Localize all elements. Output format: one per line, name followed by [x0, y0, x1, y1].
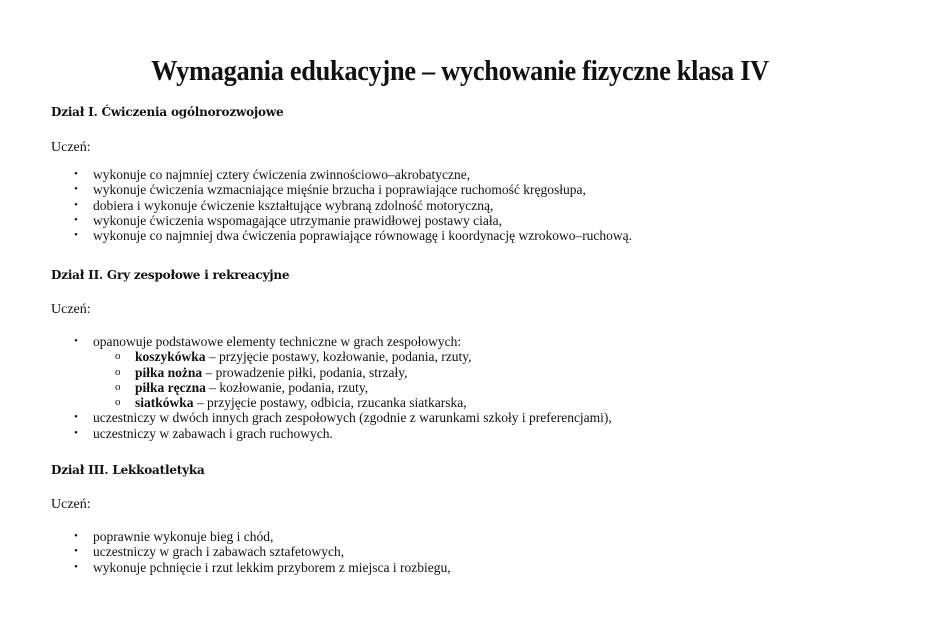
- list-item: • poprawnie wykonuje bieg i chód,: [74, 529, 274, 544]
- bullet-icon: •: [74, 335, 78, 347]
- list-item: • wykonuje ćwiczenia wspomagające utrzymanie prawidłowej postawy ciała,: [74, 212, 502, 228]
- bullet-icon: •: [74, 213, 78, 226]
- list-item: • wykonuje pchnięcie i rzut lekkim przyborem z miejsca i rozbiegu,: [74, 559, 451, 575]
- sub-list-item: o koszykówka – przyjęcie postawy, kozłowanie, podania, rzuty,: [115, 349, 472, 365]
- list-item: • wykonuje co najmniej dwa ćwiczenia poprawiające równowagę i koordynację wzrokowo–ruchową.: [74, 228, 633, 244]
- list-item: • uczestniczy w grach i zabawach sztafetowych,: [74, 544, 345, 560]
- section-intro-2: Uczeń:: [51, 302, 91, 317]
- sub-list-item: o piłka ręczna – kozłowanie, podania, rzuty,: [115, 379, 369, 395]
- section-heading-3: Dział III. Lekkoatletyka: [51, 463, 205, 477]
- section-heading-1: Dział I. Ćwiczenia ogólnorozwojowe: [51, 105, 284, 119]
- bullet-icon: •: [74, 426, 78, 439]
- section-heading-2: Dział II. Gry zespołowe i rekreacyjne: [51, 268, 290, 282]
- circle-bullet-icon: o: [115, 350, 121, 363]
- document-title: Wymagania edukacyjne – wychowanie fizyczne klasa IV: [151, 56, 769, 87]
- circle-bullet-icon: o: [115, 365, 121, 378]
- bullet-icon: •: [74, 168, 78, 180]
- section-intro-3: Uczeń:: [51, 497, 91, 512]
- section-list-3: [0, 529, 451, 575]
- list-item: • opanowuje podstawowe elementy techniczne w grach zespołowych:: [74, 334, 462, 349]
- section-list-2: [0, 334, 612, 441]
- circle-bullet-icon: o: [115, 380, 121, 393]
- list-item: • wykonuje co najmniej cztery ćwiczenia zwinnościowo–akrobatyczne,: [74, 167, 471, 182]
- sub-list-item: o siatkówka – przyjęcie postawy, odbicia, rzucanka siatkarska,: [115, 395, 467, 411]
- bullet-icon: •: [74, 560, 78, 573]
- bullet-icon: •: [74, 229, 78, 242]
- section-list-1: [0, 167, 632, 243]
- list-item: • uczestniczy w dwóch innych grach zespołowych (zgodnie z warunkami szkoły i preferencjami),: [74, 410, 612, 426]
- list-item: • dobiera i wykonuje ćwiczenie kształtujące wybraną zdolność motoryczną,: [74, 197, 494, 213]
- bullet-icon: •: [74, 183, 78, 196]
- list-item: • uczestniczy w zabawach i grach ruchowych.: [74, 425, 333, 441]
- sub-list-item: o piłka nożna – prowadzenie piłki, podania, strzały,: [115, 364, 408, 380]
- bullet-icon: •: [74, 545, 78, 558]
- section-intro-1: Uczeń:: [51, 140, 91, 155]
- bullet-icon: •: [74, 411, 78, 424]
- list-item: • wykonuje ćwiczenia wzmacniające mięśnie brzucha i poprawiające ruchomość kręgosłupa,: [74, 182, 586, 198]
- bullet-icon: •: [74, 198, 78, 211]
- bullet-icon: •: [74, 530, 78, 542]
- circle-bullet-icon: o: [115, 396, 121, 409]
